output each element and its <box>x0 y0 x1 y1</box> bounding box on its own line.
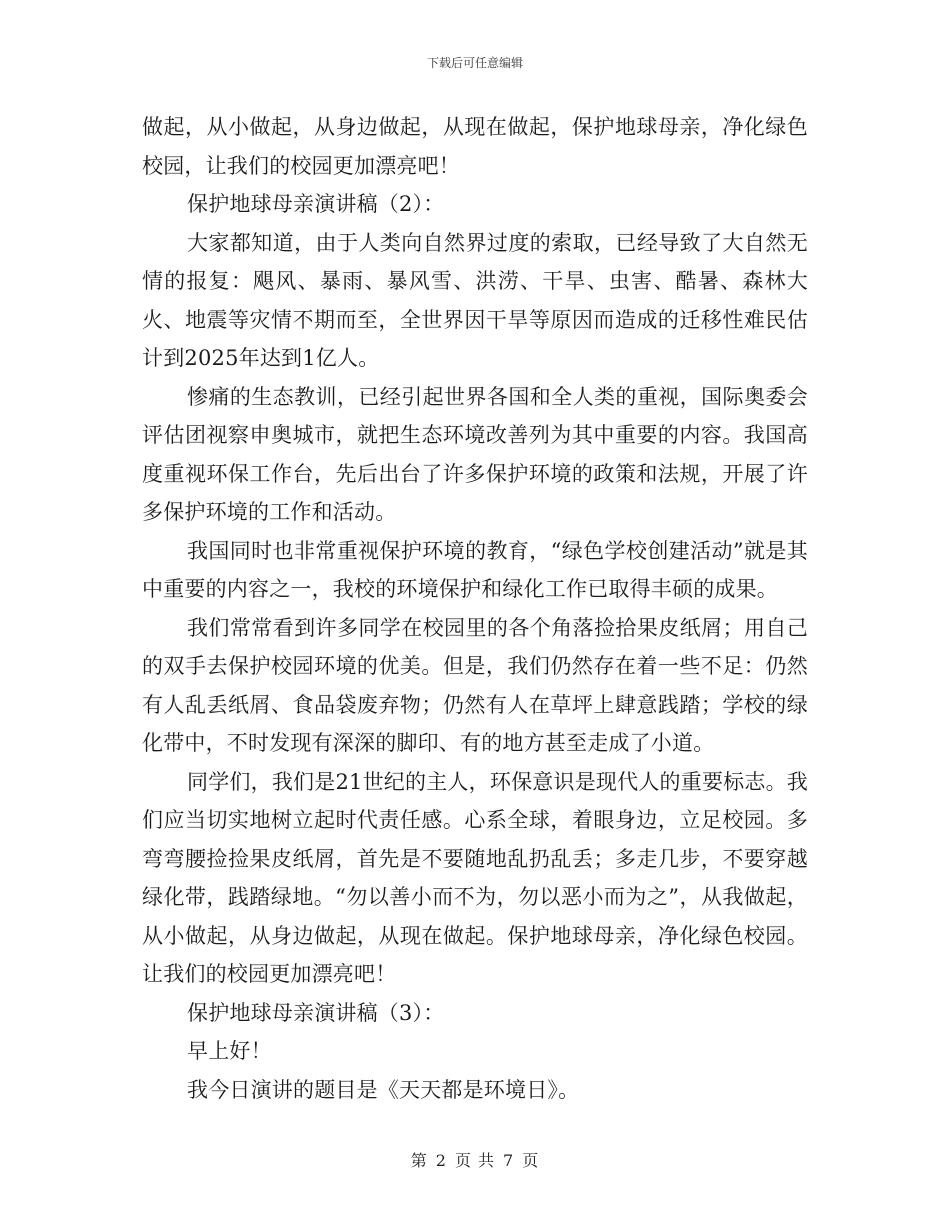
footer-suffix: 页 <box>522 1151 540 1170</box>
footer-prefix: 第 <box>410 1151 428 1170</box>
current-page-number: 2 <box>435 1151 447 1170</box>
total-page-number: 7 <box>503 1151 515 1170</box>
page-header-note: 下载后可任意编辑 <box>426 56 523 70</box>
section-heading-2: 保护地球母亲演讲稿（2）： <box>187 192 445 216</box>
paragraph: 惨痛的生态教训，已经引起世界各国和全人类的重视，国际奥委会评估团视察申奥城市，就把生态环境改善列为其中重要的内容。我国高度重视环保工作台，先后出台了许多保护环境的政策和法规，开展了许多保护环境的工作和活动。 <box>142 384 808 524</box>
footer-middle: 页 共 <box>454 1151 496 1170</box>
greeting: 早上好！ <box>187 1039 272 1063</box>
section-heading-3: 保护地球母亲演讲稿（3）： <box>187 1000 445 1025</box>
paragraph-continuation: 做起，从小做起，从身边做起，从现在做起，保护地球母亲，净化绿色校园，让我们的校园更加漂亮吧！ <box>142 115 808 178</box>
paragraph: 同学们，我们是21世纪的主人，环保意识是现代人的重要标志。我们应当切实地树立起时代责任感。心系全球，着眼身边，立足校园。多弯弯腰捡捡果皮纸屑，首先是不要随地乱扔乱丢；多走几步，不要穿越绿化带，践踏绿地。“勿以善小而不为，勿以恶小而为之”，从我做起，从小做起，从身边做起，从现在做起。保护地球母亲，净化绿色校园。 让我们的校园更加漂亮吧！ <box>142 769 808 986</box>
paragraph: 大家都知道，由于人类向自然界过度的索取，已经导致了大自然无情的报复：飓风、暴雨、暴风雪、洪涝、干旱、虫害、酷暑、森林大火、地震等灾情不期而至，全世界因干旱等原因而造成的迁移性难民估计到2025年达到1亿人。 <box>142 230 808 370</box>
paragraph: 我们常常看到许多同学在校园里的各个角落捡拾果皮纸屑；用自己的双手去保护校园环境的优美。但是，我们仍然存在着一些不足：仍然有人乱丢纸屑、食品袋废弃物；仍然有人在草坪上肆意践踏；学校的绿化带中，不时发现有深深的脚印、有的地方甚至走成了小道。 <box>142 615 808 755</box>
paragraph: 我国同时也非常重视保护环境的教育，“绿色学校创建活动”就是其中重要的内容之一，我校的环境保护和绿化工作已取得丰硕的成果。 <box>142 538 808 601</box>
document-body <box>142 108 808 1109</box>
page-number-footer <box>0 1148 950 1171</box>
paragraph: 我今日演讲的题目是《天天都是环境日》。 <box>187 1077 580 1102</box>
